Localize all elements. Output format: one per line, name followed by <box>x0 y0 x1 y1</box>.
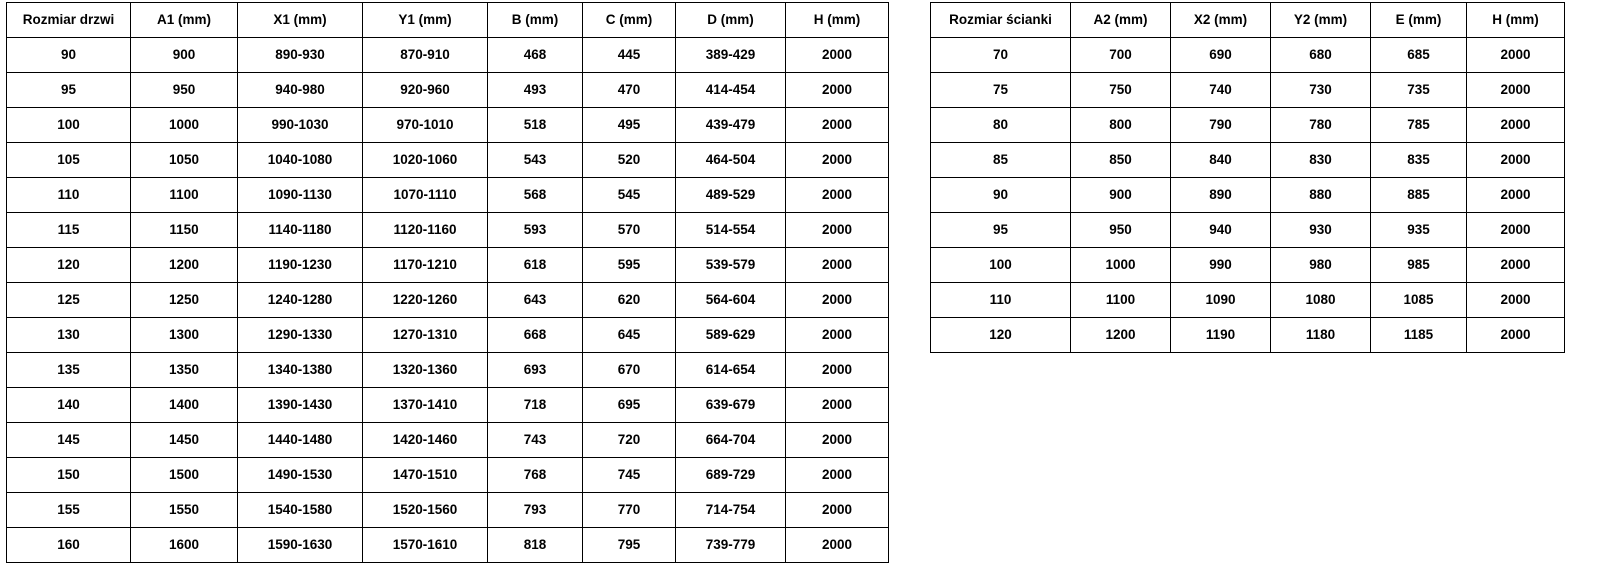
cell-a1: 1300 <box>131 318 238 353</box>
cell-c: 770 <box>583 493 676 528</box>
cell-door-size: 150 <box>7 458 131 493</box>
cell-d: 564-604 <box>676 283 786 318</box>
cell-wall-size: 100 <box>931 248 1071 283</box>
cell-a2: 750 <box>1071 73 1171 108</box>
table-row <box>7 353 889 388</box>
cell-a1: 900 <box>131 38 238 73</box>
cell-b: 668 <box>488 318 583 353</box>
cell-x1: 940-980 <box>238 73 363 108</box>
cell-y2: 680 <box>1271 38 1371 73</box>
cell-x1: 1190-1230 <box>238 248 363 283</box>
cell-b: 568 <box>488 178 583 213</box>
column-header-h: H (mm) <box>786 3 889 38</box>
cell-h: 2000 <box>786 143 889 178</box>
table-header-row <box>7 3 889 38</box>
column-header-x1: X1 (mm) <box>238 3 363 38</box>
cell-x2: 990 <box>1171 248 1271 283</box>
cell-h: 2000 <box>786 353 889 388</box>
table-row <box>931 73 1565 108</box>
cell-x1: 1040-1080 <box>238 143 363 178</box>
cell-c: 595 <box>583 248 676 283</box>
cell-h: 2000 <box>1467 108 1565 143</box>
cell-d: 489-529 <box>676 178 786 213</box>
wall-dimensions-table-container <box>930 2 1565 353</box>
table-header-row <box>931 3 1565 38</box>
cell-b: 743 <box>488 423 583 458</box>
cell-a1: 1150 <box>131 213 238 248</box>
cell-b: 618 <box>488 248 583 283</box>
table-row <box>931 108 1565 143</box>
cell-a1: 950 <box>131 73 238 108</box>
cell-h: 2000 <box>1467 178 1565 213</box>
cell-door-size: 95 <box>7 73 131 108</box>
cell-y2: 930 <box>1271 213 1371 248</box>
cell-y2: 780 <box>1271 108 1371 143</box>
table-row <box>931 318 1565 353</box>
cell-wall-size: 85 <box>931 143 1071 178</box>
cell-y1: 1470-1510 <box>363 458 488 493</box>
cell-x1: 1140-1180 <box>238 213 363 248</box>
wall-dimensions-table <box>930 2 1565 353</box>
cell-h: 2000 <box>786 283 889 318</box>
cell-h: 2000 <box>1467 248 1565 283</box>
table-row <box>7 213 889 248</box>
table-row <box>7 108 889 143</box>
cell-b: 593 <box>488 213 583 248</box>
cell-b: 793 <box>488 493 583 528</box>
cell-a2: 850 <box>1071 143 1171 178</box>
cell-c: 470 <box>583 73 676 108</box>
cell-x2: 890 <box>1171 178 1271 213</box>
cell-d: 589-629 <box>676 318 786 353</box>
cell-door-size: 105 <box>7 143 131 178</box>
table-row <box>7 178 889 213</box>
cell-door-size: 125 <box>7 283 131 318</box>
cell-x1: 1390-1430 <box>238 388 363 423</box>
cell-a1: 1200 <box>131 248 238 283</box>
cell-b: 818 <box>488 528 583 563</box>
cell-a2: 900 <box>1071 178 1171 213</box>
table-row <box>7 283 889 318</box>
column-header-e: E (mm) <box>1371 3 1467 38</box>
cell-x1: 1490-1530 <box>238 458 363 493</box>
cell-a2: 1200 <box>1071 318 1171 353</box>
cell-b: 518 <box>488 108 583 143</box>
cell-y1: 970-1010 <box>363 108 488 143</box>
table-row <box>931 143 1565 178</box>
cell-wall-size: 110 <box>931 283 1071 318</box>
column-header-h: H (mm) <box>1467 3 1565 38</box>
cell-y2: 980 <box>1271 248 1371 283</box>
cell-c: 495 <box>583 108 676 143</box>
cell-x1: 1540-1580 <box>238 493 363 528</box>
cell-y2: 830 <box>1271 143 1371 178</box>
cell-h: 2000 <box>1467 318 1565 353</box>
cell-c: 520 <box>583 143 676 178</box>
cell-c: 645 <box>583 318 676 353</box>
cell-h: 2000 <box>786 38 889 73</box>
cell-y1: 1520-1560 <box>363 493 488 528</box>
cell-x1: 1340-1380 <box>238 353 363 388</box>
cell-y2: 1180 <box>1271 318 1371 353</box>
cell-x2: 940 <box>1171 213 1271 248</box>
cell-b: 693 <box>488 353 583 388</box>
table-row <box>7 458 889 493</box>
cell-d: 514-554 <box>676 213 786 248</box>
cell-e: 885 <box>1371 178 1467 213</box>
cell-h: 2000 <box>786 528 889 563</box>
cell-d: 689-729 <box>676 458 786 493</box>
table-row <box>7 38 889 73</box>
cell-b: 643 <box>488 283 583 318</box>
cell-e: 685 <box>1371 38 1467 73</box>
cell-d: 739-779 <box>676 528 786 563</box>
cell-h: 2000 <box>1467 283 1565 318</box>
cell-x2: 690 <box>1171 38 1271 73</box>
column-header-d: D (mm) <box>676 3 786 38</box>
cell-e: 835 <box>1371 143 1467 178</box>
cell-d: 539-579 <box>676 248 786 283</box>
table-row <box>7 493 889 528</box>
cell-x2: 840 <box>1171 143 1271 178</box>
cell-c: 445 <box>583 38 676 73</box>
table-row <box>7 528 889 563</box>
table-row <box>7 248 889 283</box>
cell-y1: 1220-1260 <box>363 283 488 318</box>
cell-a2: 700 <box>1071 38 1171 73</box>
cell-door-size: 160 <box>7 528 131 563</box>
cell-y1: 1370-1410 <box>363 388 488 423</box>
cell-e: 935 <box>1371 213 1467 248</box>
cell-y1: 1020-1060 <box>363 143 488 178</box>
cell-a1: 1400 <box>131 388 238 423</box>
cell-y1: 870-910 <box>363 38 488 73</box>
column-header-y1: Y1 (mm) <box>363 3 488 38</box>
cell-h: 2000 <box>1467 213 1565 248</box>
cell-h: 2000 <box>786 73 889 108</box>
cell-door-size: 145 <box>7 423 131 458</box>
cell-y2: 730 <box>1271 73 1371 108</box>
cell-d: 614-654 <box>676 353 786 388</box>
table-row <box>7 73 889 108</box>
cell-a2: 950 <box>1071 213 1171 248</box>
cell-d: 414-454 <box>676 73 786 108</box>
cell-x1: 890-930 <box>238 38 363 73</box>
cell-c: 545 <box>583 178 676 213</box>
cell-c: 695 <box>583 388 676 423</box>
cell-h: 2000 <box>1467 73 1565 108</box>
cell-b: 543 <box>488 143 583 178</box>
cell-h: 2000 <box>1467 38 1565 73</box>
table-row <box>931 248 1565 283</box>
column-header-x2: X2 (mm) <box>1171 3 1271 38</box>
cell-door-size: 90 <box>7 38 131 73</box>
cell-door-size: 110 <box>7 178 131 213</box>
table-row <box>7 388 889 423</box>
cell-e: 735 <box>1371 73 1467 108</box>
column-header-a2: A2 (mm) <box>1071 3 1171 38</box>
cell-a2: 800 <box>1071 108 1171 143</box>
cell-a1: 1500 <box>131 458 238 493</box>
cell-a2: 1100 <box>1071 283 1171 318</box>
cell-door-size: 140 <box>7 388 131 423</box>
cell-h: 2000 <box>786 108 889 143</box>
cell-h: 2000 <box>786 423 889 458</box>
cell-door-size: 100 <box>7 108 131 143</box>
cell-b: 493 <box>488 73 583 108</box>
cell-c: 720 <box>583 423 676 458</box>
cell-door-size: 135 <box>7 353 131 388</box>
cell-c: 670 <box>583 353 676 388</box>
cell-x1: 1290-1330 <box>238 318 363 353</box>
table-row <box>7 318 889 353</box>
cell-a1: 1000 <box>131 108 238 143</box>
cell-wall-size: 80 <box>931 108 1071 143</box>
cell-b: 468 <box>488 38 583 73</box>
cell-a1: 1100 <box>131 178 238 213</box>
cell-x1: 990-1030 <box>238 108 363 143</box>
cell-x1: 1090-1130 <box>238 178 363 213</box>
cell-x2: 790 <box>1171 108 1271 143</box>
cell-y1: 1420-1460 <box>363 423 488 458</box>
cell-wall-size: 95 <box>931 213 1071 248</box>
cell-door-size: 155 <box>7 493 131 528</box>
table-row <box>931 283 1565 318</box>
cell-y1: 1270-1310 <box>363 318 488 353</box>
cell-e: 1085 <box>1371 283 1467 318</box>
column-header-door-size: Rozmiar drzwi <box>7 3 131 38</box>
cell-a1: 1350 <box>131 353 238 388</box>
cell-e: 985 <box>1371 248 1467 283</box>
cell-d: 664-704 <box>676 423 786 458</box>
cell-a1: 1050 <box>131 143 238 178</box>
cell-e: 785 <box>1371 108 1467 143</box>
cell-d: 639-679 <box>676 388 786 423</box>
column-header-y2: Y2 (mm) <box>1271 3 1371 38</box>
cell-x1: 1590-1630 <box>238 528 363 563</box>
cell-d: 464-504 <box>676 143 786 178</box>
cell-y1: 1170-1210 <box>363 248 488 283</box>
cell-x1: 1440-1480 <box>238 423 363 458</box>
table-row <box>931 213 1565 248</box>
table-row <box>7 423 889 458</box>
column-header-a1: A1 (mm) <box>131 3 238 38</box>
cell-h: 2000 <box>786 178 889 213</box>
cell-d: 439-479 <box>676 108 786 143</box>
cell-x2: 740 <box>1171 73 1271 108</box>
cell-h: 2000 <box>786 248 889 283</box>
cell-h: 2000 <box>786 213 889 248</box>
cell-h: 2000 <box>1467 143 1565 178</box>
cell-c: 620 <box>583 283 676 318</box>
column-header-c: C (mm) <box>583 3 676 38</box>
cell-wall-size: 75 <box>931 73 1071 108</box>
doors-dimensions-table <box>6 2 889 563</box>
column-header-wall-size: Rozmiar ścianki <box>931 3 1071 38</box>
cell-c: 795 <box>583 528 676 563</box>
table-row <box>7 143 889 178</box>
cell-door-size: 115 <box>7 213 131 248</box>
cell-d: 389-429 <box>676 38 786 73</box>
cell-a1: 1450 <box>131 423 238 458</box>
cell-a1: 1600 <box>131 528 238 563</box>
cell-wall-size: 90 <box>931 178 1071 213</box>
cell-wall-size: 120 <box>931 318 1071 353</box>
cell-c: 745 <box>583 458 676 493</box>
cell-y2: 880 <box>1271 178 1371 213</box>
table-row <box>931 38 1565 73</box>
cell-y1: 920-960 <box>363 73 488 108</box>
cell-x2: 1190 <box>1171 318 1271 353</box>
cell-a1: 1550 <box>131 493 238 528</box>
cell-y1: 1120-1160 <box>363 213 488 248</box>
cell-y2: 1080 <box>1271 283 1371 318</box>
cell-h: 2000 <box>786 388 889 423</box>
cell-d: 714-754 <box>676 493 786 528</box>
cell-door-size: 130 <box>7 318 131 353</box>
cell-y1: 1570-1610 <box>363 528 488 563</box>
cell-b: 718 <box>488 388 583 423</box>
cell-door-size: 120 <box>7 248 131 283</box>
cell-h: 2000 <box>786 493 889 528</box>
table-row <box>931 178 1565 213</box>
cell-y1: 1070-1110 <box>363 178 488 213</box>
cell-wall-size: 70 <box>931 38 1071 73</box>
cell-b: 768 <box>488 458 583 493</box>
cell-h: 2000 <box>786 318 889 353</box>
cell-y1: 1320-1360 <box>363 353 488 388</box>
cell-h: 2000 <box>786 458 889 493</box>
cell-c: 570 <box>583 213 676 248</box>
doors-dimensions-table-container <box>6 2 889 563</box>
cell-x2: 1090 <box>1171 283 1271 318</box>
cell-a2: 1000 <box>1071 248 1171 283</box>
cell-a1: 1250 <box>131 283 238 318</box>
cell-e: 1185 <box>1371 318 1467 353</box>
cell-x1: 1240-1280 <box>238 283 363 318</box>
column-header-b: B (mm) <box>488 3 583 38</box>
